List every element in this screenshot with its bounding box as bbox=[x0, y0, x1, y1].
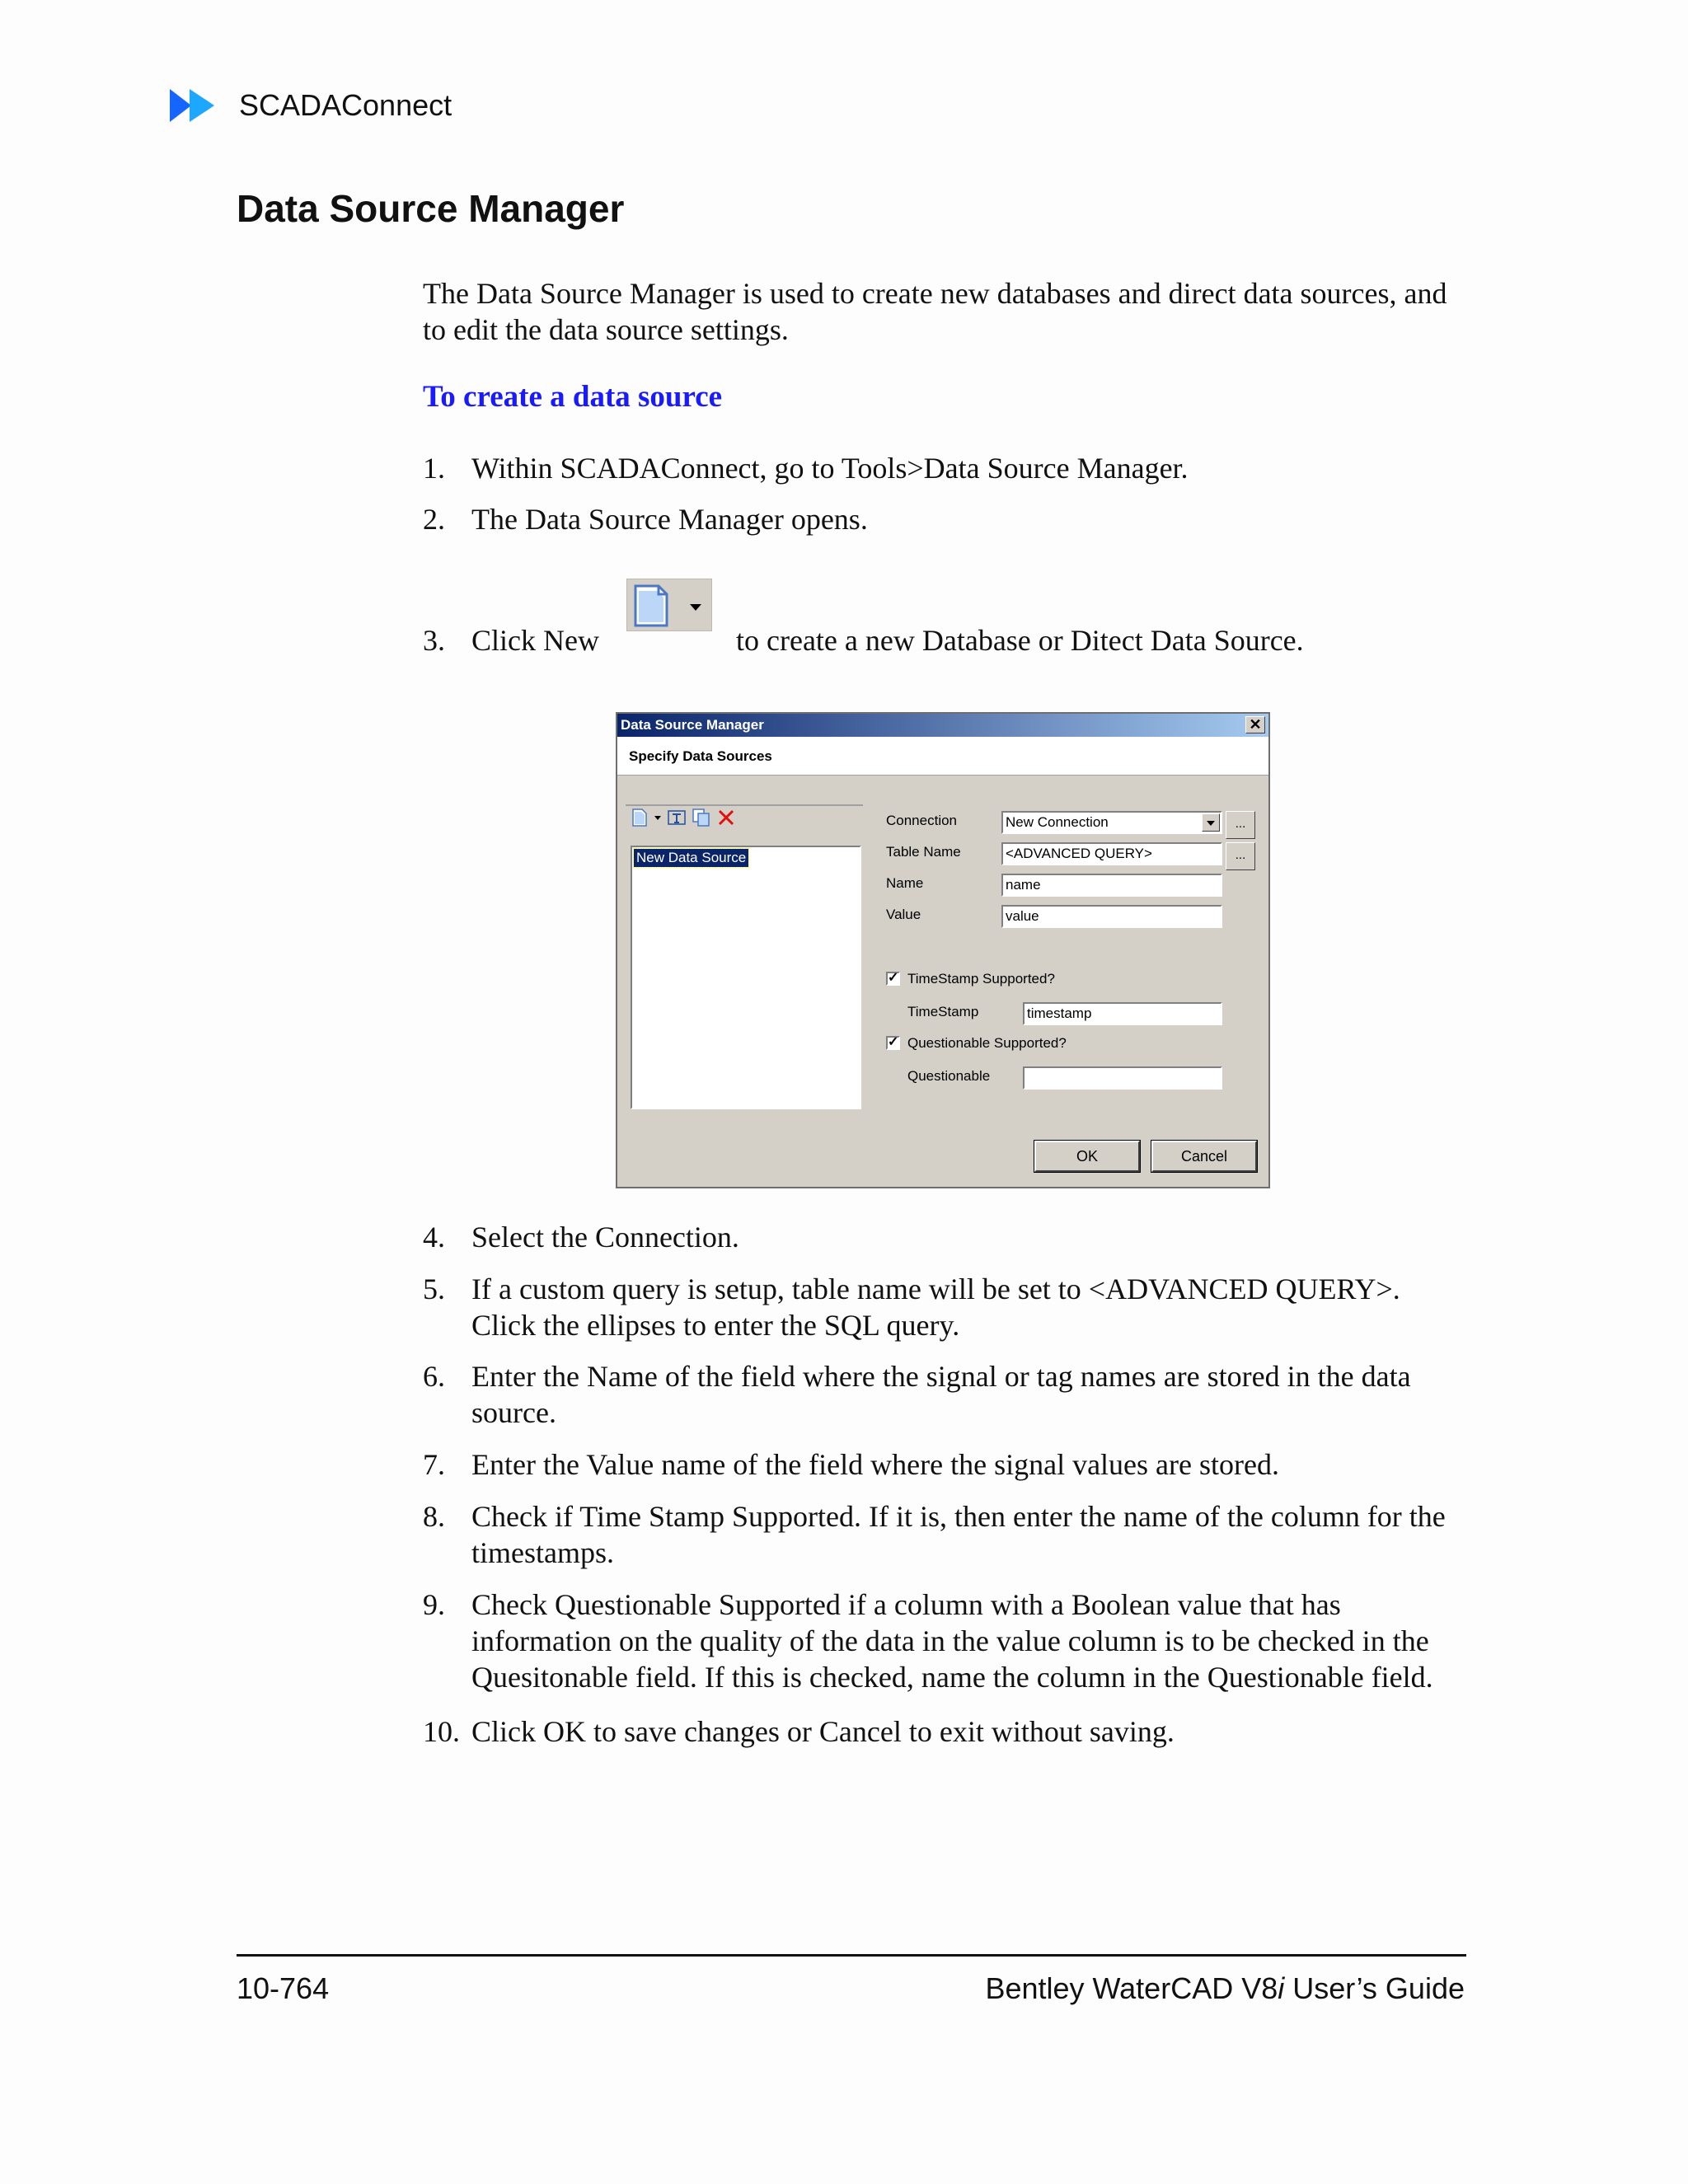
connection-value: New Connection bbox=[1006, 814, 1109, 830]
step-text: Within SCADAConnect, go to Tools>Data Source Manager. bbox=[471, 452, 1189, 485]
guide-title bbox=[985, 1971, 1465, 2006]
page-number: 10-764 bbox=[237, 1971, 330, 2005]
header-product-name: SCADAConnect bbox=[239, 88, 452, 122]
new-document-icon bbox=[627, 579, 713, 632]
connection-label: Connection bbox=[886, 813, 958, 828]
data-source-manager-dialog bbox=[616, 712, 1270, 1188]
questionable-label: Questionable bbox=[907, 1068, 991, 1084]
dropdown-arrow-icon[interactable] bbox=[654, 808, 662, 827]
step-number: 7. bbox=[423, 1448, 445, 1481]
dialog-title: Data Source Manager bbox=[621, 717, 764, 733]
step-text: Select the Connection. bbox=[471, 1221, 739, 1254]
step-2 bbox=[423, 501, 1470, 537]
step-text: The Data Source Manager opens. bbox=[471, 503, 868, 536]
banner-title: Specify Data Sources bbox=[629, 748, 772, 764]
chevron-down-icon[interactable] bbox=[1202, 813, 1220, 832]
dialog-toolbar bbox=[631, 808, 736, 827]
questionable-field[interactable] bbox=[1023, 1066, 1222, 1090]
procedure-title: To create a data source bbox=[423, 380, 723, 414]
name-label: Name bbox=[886, 875, 924, 891]
cancel-button[interactable]: Cancel bbox=[1151, 1141, 1257, 1172]
new-button-image bbox=[626, 579, 712, 631]
step-text: Check if Time Stamp Supported. If it is, then enter the name of the column for the timestamps. bbox=[471, 1500, 1446, 1569]
data-source-list[interactable] bbox=[631, 846, 861, 1109]
guide-title-prefix: Bentley WaterCAD V8 bbox=[985, 1971, 1278, 2005]
dialog-titlebar bbox=[617, 714, 1268, 737]
guide-title-suffix: User’s Guide bbox=[1284, 1971, 1465, 2005]
step-7 bbox=[423, 1446, 1470, 1483]
running-header bbox=[170, 87, 452, 124]
step-number: 8. bbox=[423, 1500, 445, 1533]
step-10 bbox=[423, 1713, 1470, 1750]
step-5 bbox=[423, 1271, 1470, 1343]
step-text: Enter the Value name of the field where the signal values are stored. bbox=[471, 1448, 1279, 1481]
questionable-supported-checkbox[interactable] bbox=[886, 1036, 900, 1050]
new-icon[interactable] bbox=[631, 808, 649, 827]
footer-rule bbox=[237, 1954, 1466, 1957]
step-text: If a custom query is setup, table name will be set to <ADVANCED QUERY>. Click the ellipses to enter the SQL query. bbox=[471, 1272, 1400, 1342]
step-8 bbox=[423, 1498, 1470, 1571]
questionable-supported-label: Questionable Supported? bbox=[907, 1035, 1067, 1051]
step-text: Click OK to save changes or Cancel to exit without saving. bbox=[471, 1715, 1175, 1748]
guide-title-italic: i bbox=[1278, 1971, 1285, 2005]
step-number: 9. bbox=[423, 1588, 445, 1621]
value-label: Value bbox=[886, 907, 921, 922]
table-name-label: Table Name bbox=[886, 844, 961, 860]
step-number: 5. bbox=[423, 1272, 445, 1305]
name-field[interactable]: name bbox=[1001, 874, 1222, 897]
section-title: Data Source Manager bbox=[237, 187, 625, 230]
connection-select[interactable] bbox=[1001, 811, 1222, 834]
divider bbox=[626, 804, 863, 806]
step-text: Click New bbox=[471, 624, 599, 657]
step-text: Enter the Name of the field where the signal or tag names are stored in the data source. bbox=[471, 1360, 1411, 1429]
timestamp-field[interactable]: timestamp bbox=[1023, 1002, 1222, 1025]
step-number: 6. bbox=[423, 1360, 445, 1393]
timestamp-label: TimeStamp bbox=[907, 1004, 979, 1019]
ok-button[interactable]: OK bbox=[1034, 1141, 1140, 1172]
table-name-field[interactable]: <ADVANCED QUERY> bbox=[1001, 842, 1222, 865]
dialog-banner bbox=[617, 737, 1268, 776]
step-number: 1. bbox=[423, 452, 445, 485]
step-number: 10. bbox=[423, 1715, 460, 1748]
step-text-continued: to create a new Database or Ditect Data Source. bbox=[736, 624, 1304, 657]
close-icon[interactable]: ✕ bbox=[1245, 716, 1265, 733]
step-text: Check Questionable Supported if a column with a Boolean value that has information on the quality of the data in the value column is to be checked in the Quesitonable field. If this is checked, name the column in the Questionable field. bbox=[471, 1588, 1433, 1694]
table-name-ellipsis-button[interactable]: ... bbox=[1226, 842, 1255, 870]
value-field[interactable]: value bbox=[1001, 905, 1222, 928]
step-number: 3. bbox=[423, 624, 445, 657]
intro-paragraph: The Data Source Manager is used to create new databases and direct data sources, and to edit the data source settings. bbox=[423, 277, 1447, 346]
timestamp-supported-checkbox[interactable] bbox=[886, 972, 900, 986]
step-9 bbox=[423, 1586, 1470, 1695]
timestamp-supported-label: TimeStamp Supported? bbox=[907, 971, 1055, 987]
step-number: 2. bbox=[423, 503, 445, 536]
step-4 bbox=[423, 1219, 1470, 1255]
step-1 bbox=[423, 450, 1470, 486]
duplicate-icon[interactable] bbox=[692, 808, 711, 827]
step-6 bbox=[423, 1358, 1470, 1431]
connection-ellipsis-button[interactable]: ... bbox=[1226, 811, 1255, 839]
delete-icon[interactable] bbox=[716, 808, 736, 827]
list-item[interactable]: New Data Source bbox=[634, 849, 748, 867]
scadaconnect-logo-icon bbox=[170, 87, 223, 124]
rename-icon[interactable] bbox=[667, 808, 687, 827]
step-3 bbox=[423, 622, 1470, 658]
step-number: 4. bbox=[423, 1221, 445, 1254]
